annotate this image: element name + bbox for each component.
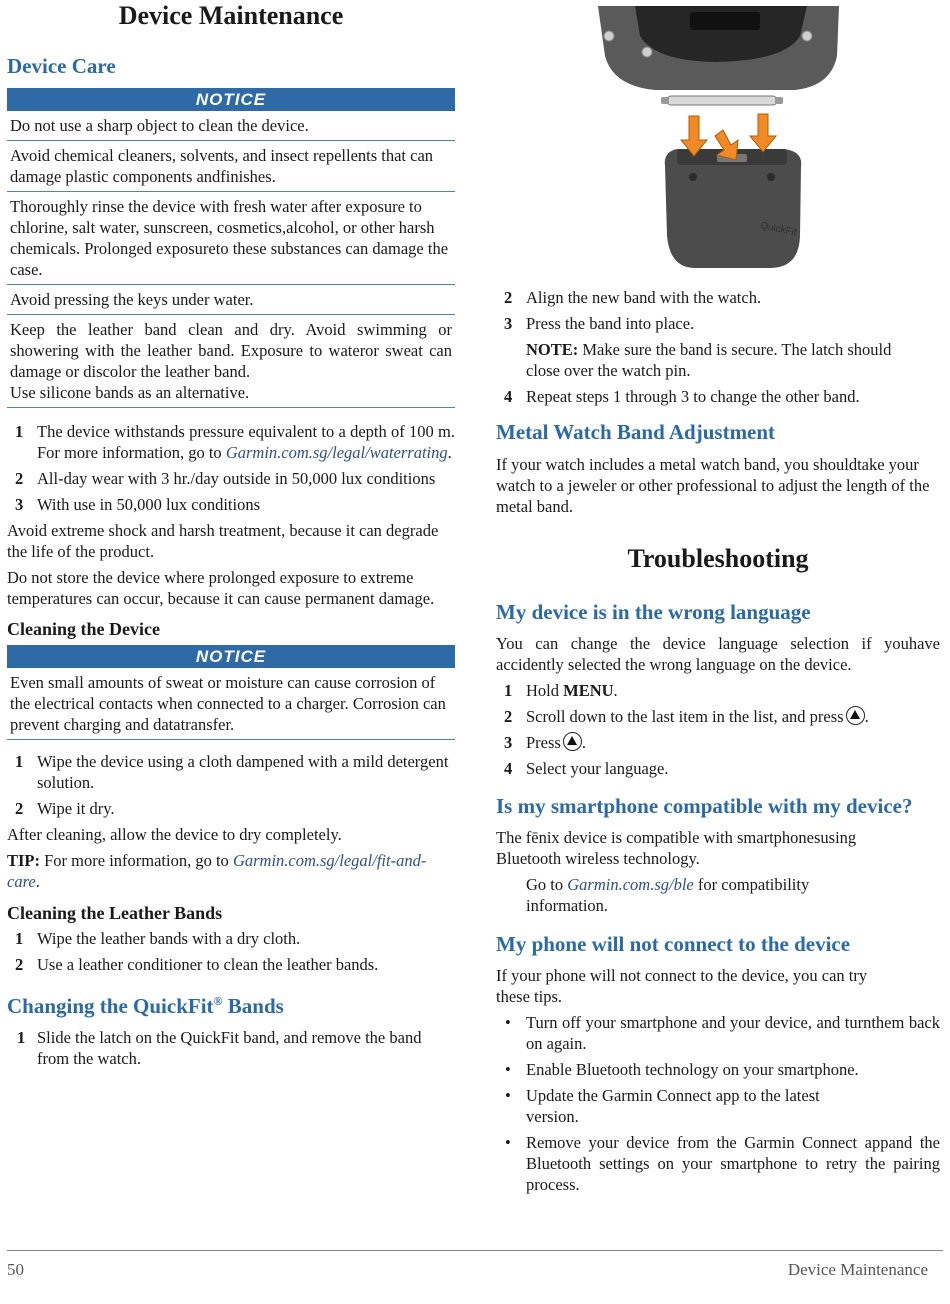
tip-paragraph [7,850,455,892]
list-number: 4 [504,759,513,778]
list-item [496,313,940,334]
footnote-text: All-day wear with 3 hr./day outside in 50,000 lux conditions [37,469,436,488]
go-end: for compatibility information. [526,875,810,915]
watch-face [690,12,760,30]
device-care-heading: Device Care [7,54,116,78]
note-label: NOTE: [526,340,579,359]
notice-item: Avoid chemical cleaners, solvents, and insect repellents that can damage plastic components andfinishes. [7,141,455,192]
list-number: 1 [15,422,24,441]
tip-text: Remove your device from the Garmin Connect appand the Bluetooth settings on your smartphone to retry the pairing process. [526,1133,940,1194]
tip-text: Update the Garmin Connect app to the latest version. [526,1086,820,1126]
list-number: 3 [504,314,513,333]
compat-go-paragraph [496,874,940,916]
waterrating-link[interactable]: Garmin.com.sg/legal/waterrating [225,443,448,462]
notice-item: Do not use a sharp object to clean the device. [7,111,455,141]
quickfit-step1 [7,1027,455,1069]
paragraph: Do not store the device where prolonged exposure to extreme temperatures can occur, because it can cause permanent damage. [7,568,435,608]
step-text: Select your language. [526,759,669,778]
list-item [496,758,940,779]
list-number: 2 [504,288,513,307]
step-text: Repeat steps 1 through 3 to change the other band. [526,387,860,406]
fit-and-care-link[interactable]: Garmin.com.sg/legal/fit-and-care [7,851,427,891]
step-text: Press [526,733,561,752]
arrow-diagonal-icon [715,130,738,160]
list-number: 3 [15,495,24,514]
step-end: . [581,733,586,752]
arrow-down-icon [750,114,776,152]
quickfit-band [665,149,801,268]
cleaning-steps [7,751,455,819]
bullet: • [505,1086,511,1105]
list-number: 1 [15,752,24,771]
notice-label: NOTICE [7,645,455,668]
band-label: QuickFit [759,220,798,239]
language-heading: My device is in the wrong language [496,600,811,624]
list-number: 2 [15,955,24,974]
list-item [496,1085,940,1127]
tip-text: Turn off your smartphone and your device, and turnthem back on again. [526,1013,940,1053]
list-item [496,1132,940,1195]
list-item [496,732,940,753]
tip-text: For more information, go to [40,851,233,870]
step-text: Press the band into place. [526,314,695,333]
step-text: Wipe the device using a cloth dampened with a mild detergent solution. [37,752,449,792]
list-item [7,494,455,515]
leather-steps [7,928,455,975]
footnote-text: The device withstands pressure equivalent to a depth of 100 m. For more information, go to [37,422,455,462]
bullet: • [505,1060,511,1079]
list-number: 1 [504,681,513,700]
step-text: Slide the latch on the QuickFit band, and remove the band from the watch. [37,1028,422,1068]
footnote-list [7,421,455,515]
menu-key-label: MENU [563,681,614,700]
watch-button [802,31,812,41]
step-text: Use a leather conditioner to clean the leather bands. [37,955,379,974]
tip-label: TIP: [7,851,40,870]
quickfit-band-illustration [595,6,840,268]
cleaning-device-heading: Cleaning the Device [7,619,160,639]
watch-button [604,31,614,41]
step-text: Hold [526,681,564,700]
note-text: Make sure the band is secure. The latch should close over the watch pin. [526,340,892,380]
paragraph: You can change the device language selection if youhave accidently selected the wrong language on the device. [496,634,940,674]
footer-page-number: 50 [7,1260,24,1279]
notice-item: Avoid pressing the keys under water. [7,285,455,315]
bullet: • [505,1013,511,1032]
page-title: Device Maintenance [118,1,344,30]
footer-section-title: Device Maintenance [787,1260,928,1279]
list-item [496,287,940,308]
language-steps [496,680,940,779]
list-item [496,706,940,727]
footer-rule [7,1250,943,1251]
step-text: Wipe the leather bands with a dry cloth. [37,929,301,948]
list-item [7,798,455,819]
quickfit-heading-text: Changing the QuickFit [7,994,214,1018]
list-number: 1 [17,1028,26,1047]
notice-item-text: Keep the leather band clean and dry. Avoid swimming or showering with the leather band. Exposure to wateror sweat can damage or discolor the leather band. [10,320,452,381]
cleaning-leather-heading: Cleaning the Leather Bands [7,903,223,923]
ble-link[interactable]: Garmin.com.sg/ble [567,875,694,894]
list-item [496,1059,940,1080]
step-text: Wipe it dry. [37,799,115,818]
connect-tips [496,1012,940,1195]
footnote-end: . [447,443,452,462]
right-column [496,287,940,1200]
go-text: Go to [526,875,568,894]
list-number: 4 [504,387,513,406]
list-item [496,680,940,701]
paragraph: After cleaning, allow the device to dry completely. [7,825,342,844]
step-end: . [613,681,618,700]
list-item [7,468,455,489]
paragraph: If your watch includes a metal watch band, you shouldtake your watch to a jeweler or other professional to adjust the length of the metal band. [496,455,930,516]
metal-band-heading: Metal Watch Band Adjustment [496,420,776,444]
list-number: 2 [15,469,24,488]
list-number: 2 [15,799,24,818]
step-end: . [864,707,869,726]
notice-item: Even small amounts of sweat or moisture can cause corrosion of the electrical contacts when connected to a charger. Corrosion can prevent charging and datatransfer. [7,668,455,740]
notice-label: NOTICE [7,88,455,111]
list-number: 3 [504,733,513,752]
notice-item: Thoroughly rinse the device with fresh water after exposure to chlorine, salt water, sunscreen, cosmetics,alcohol, or other harsh chemicals. Prolonged exposureto these substances can damage the case. [7,192,455,285]
paragraph: Avoid extreme shock and harsh treatment, because it can degrade the life of the product. [7,521,439,561]
watch-button [642,47,652,57]
paragraph: The fēnix device is compatible with smartphonesusing Bluetooth wireless technology. [496,828,857,868]
tip-text: Enable Bluetooth technology on your smartphone. [526,1060,859,1079]
notice-item-text: Use silicone bands as an alternative. [10,383,250,402]
list-item [496,1012,940,1054]
compat-heading: Is my smartphone compatible with my device? [496,794,913,818]
list-item [7,1027,455,1069]
list-number: 1 [15,929,24,948]
watch-pin [667,96,777,105]
list-item [7,954,455,975]
step-text: Align the new band with the watch. [526,288,762,307]
quickfit-steps [496,287,940,407]
notice-item [7,315,455,408]
connect-heading: My phone will not connect to the device [496,932,851,956]
note [496,339,940,381]
registered-mark: ® [213,994,223,1008]
list-item [496,386,940,407]
troubleshooting-title: Troubleshooting [627,544,809,573]
quickfit-heading [7,988,455,1019]
step-text: Scroll down to the last item in the list, and press [526,707,844,726]
up-key-icon [846,706,865,725]
bullet: • [505,1133,511,1152]
device-care-notice [7,88,455,408]
list-item [7,421,455,463]
list-number: 2 [504,707,513,726]
list-item [7,928,455,949]
cleaning-notice [7,645,455,740]
quickfit-heading-end: Bands [222,994,284,1018]
footnote-text: With use in 50,000 lux conditions [37,495,260,514]
left-column [7,0,455,1074]
up-key-icon [563,732,582,751]
paragraph: If your phone will not connect to the device, you can try these tips. [496,966,868,1006]
tip-end: . [35,872,40,891]
list-item [7,751,455,793]
